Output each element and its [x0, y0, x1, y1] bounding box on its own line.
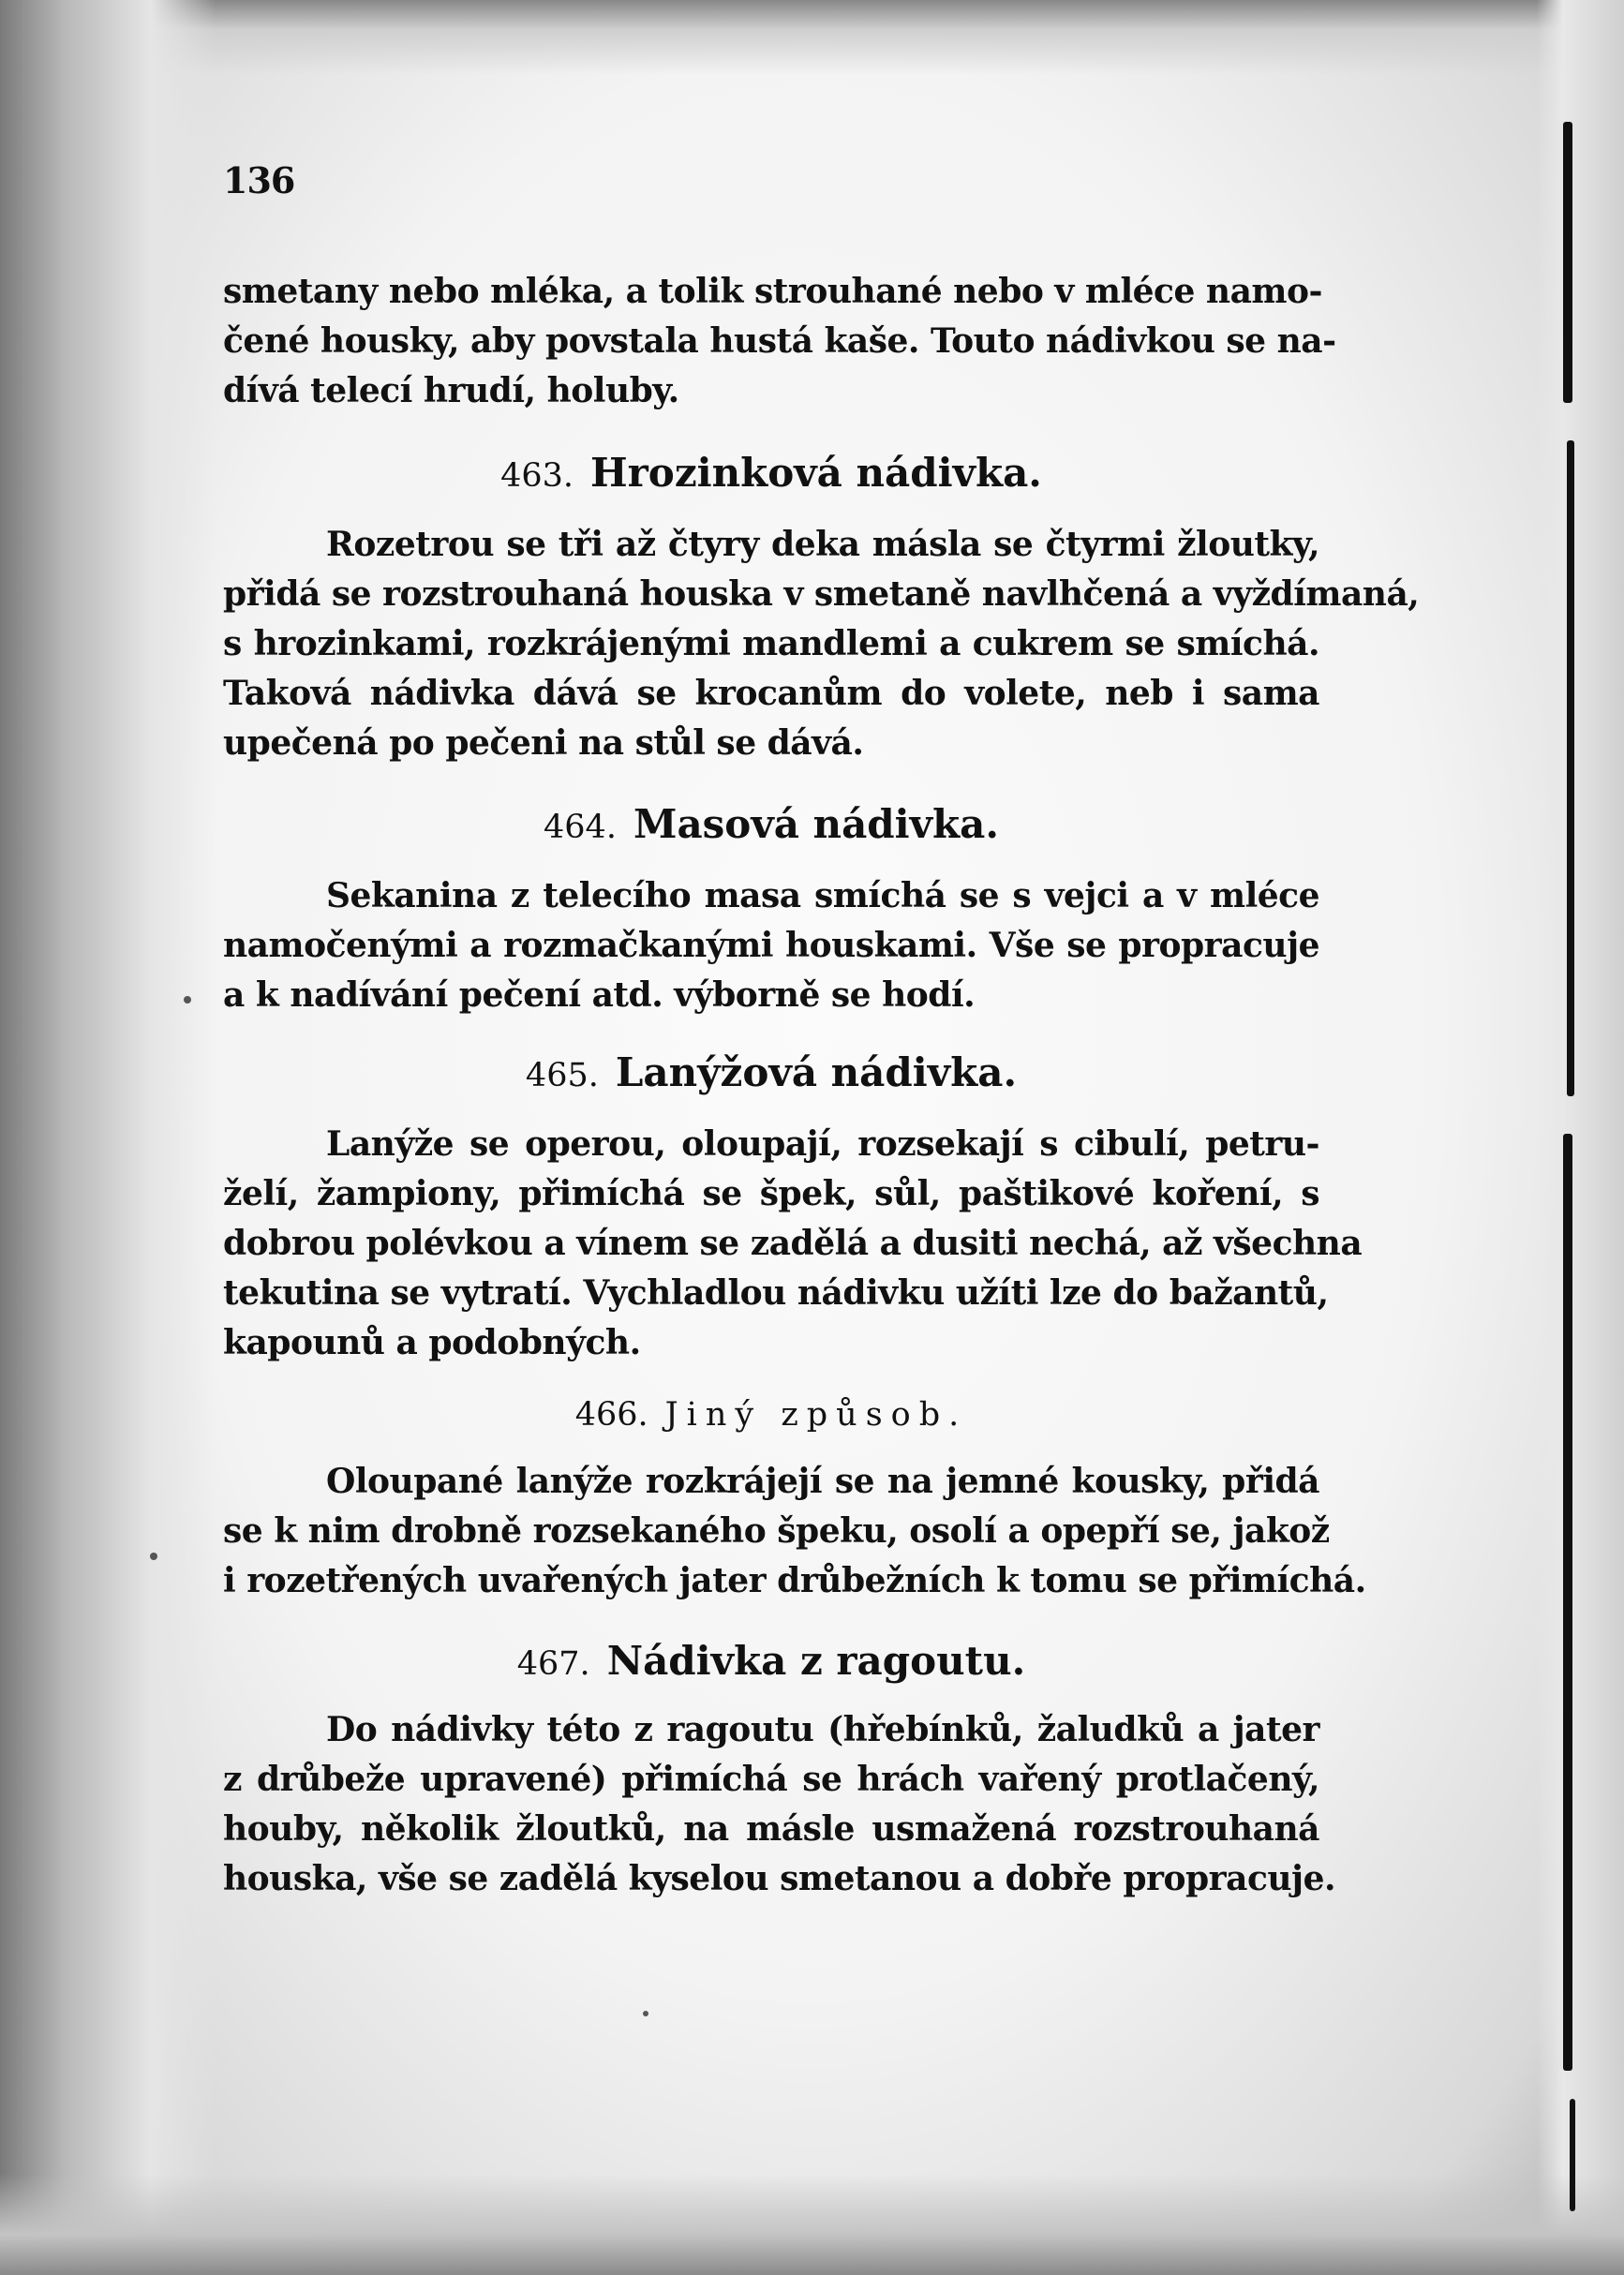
scan-top-shadow: [0, 0, 1624, 75]
intro-paragraph: [223, 267, 1336, 416]
recipe-number: 466.: [574, 1396, 648, 1434]
recipe-title: Masová nádivka.: [633, 801, 999, 847]
recipe-title: Jiný způsob.: [664, 1396, 968, 1434]
text-line: houby, několik žloutků, na másle usmažená rozstrouhaná: [223, 1809, 1319, 1849]
binding-edge-line: [1563, 1134, 1572, 2071]
text-line: želí, žampiony, přimíchá se špek, sůl, paštikové koření, s: [223, 1174, 1319, 1213]
text-line: dívá telecí hrudí, holuby.: [223, 371, 679, 410]
text-line: upečená po pečeni na stůl se dává.: [223, 723, 864, 763]
text-line: kapounů a podobných.: [223, 1323, 641, 1362]
text-line: čené housky, aby povstala hustá kaše. Touto nádivkou se na-: [223, 321, 1336, 361]
text-line: Do nádivky této z ragoutu (hřebínků, žaludků a jater: [326, 1710, 1319, 1749]
binding-edge-line: [1570, 2099, 1575, 2211]
text-line: smetany nebo mléka, a tolik strouhané nebo v mléce namo-: [223, 272, 1322, 311]
text-line: a k nadívání pečení atd. výborně se hodí.: [223, 975, 976, 1015]
text-line: houska, vše se zadělá kyselou smetanou a dobře propracuje.: [223, 1859, 1336, 1898]
recipe-heading: [223, 801, 1319, 847]
recipe-title: Lanýžová nádivka.: [615, 1049, 1018, 1095]
recipe-heading: [223, 1638, 1319, 1684]
recipe-heading: [223, 1396, 1319, 1434]
recipe-number: 467.: [516, 1645, 590, 1683]
text-line: i rozetřených uvařených jater drůbežních k tomu se přimíchá.: [223, 1561, 1366, 1600]
recipe-number: 465.: [525, 1057, 599, 1094]
text-line: Lanýže se operou, oloupají, rozsekají s cibulí, petru-: [326, 1124, 1319, 1164]
binding-edge-line: [1563, 122, 1572, 403]
text-line: přidá se rozstrouhaná houska v smetaně navlhčená a vyždímaná,: [223, 574, 1420, 614]
text-line: namočenými a rozmačkanými houskami. Vše se propracuje: [223, 926, 1319, 965]
recipe-title: Hrozinková nádivka.: [590, 450, 1042, 496]
recipe-number: 463.: [500, 457, 574, 495]
text-line: Oloupané lanýže rozkrájejí se na jemné kousky, přidá: [326, 1462, 1319, 1501]
recipe-number: 464.: [544, 809, 617, 846]
text-line: z drůbeže upravené) přimíchá se hrách vařený protlačený,: [223, 1760, 1319, 1799]
text-line: s hrozinkami, rozkrájenými mandlemi a cukrem se smíchá.: [223, 624, 1319, 663]
recipe-heading: [223, 450, 1319, 496]
text-line: Sekanina z telecího masa smíchá se s vejci a v mléce: [326, 876, 1319, 915]
page-number: 136: [223, 159, 295, 201]
recipe-body: [223, 871, 1319, 1020]
recipe-body: [223, 1120, 1363, 1368]
binding-edge-line: [1567, 440, 1574, 1096]
text-line: se k nim drobně rozsekaného špeku, osolí a opepří se, jakož: [223, 1511, 1330, 1551]
text-line: Taková nádivka dává se krocanům do volete, neb i sama: [223, 674, 1319, 713]
recipe-body: [223, 520, 1420, 768]
text-line: tekutina se vytratí. Vychladlou nádivku užíti lze do bažantů,: [223, 1273, 1329, 1313]
recipe-title: Nádivka z ragoutu.: [606, 1638, 1026, 1684]
text-line: Rozetrou se tři až čtyry deka másla se čtyrmi žloutky,: [326, 525, 1319, 564]
scan-speck: [150, 1553, 157, 1560]
scan-bottom-shadow: [0, 2174, 1624, 2275]
recipe-body: [223, 1705, 1336, 1904]
recipe-heading: [223, 1049, 1319, 1095]
text-line: dobrou polévkou a vínem se zadělá a dusiti nechá, až všechna: [223, 1224, 1363, 1263]
recipe-body: [223, 1457, 1366, 1606]
scan-right-edge: [1537, 0, 1624, 2275]
scan-left-shadow: [0, 0, 216, 2275]
scan-speck: [643, 2011, 648, 2016]
scan-speck: [184, 996, 191, 1004]
